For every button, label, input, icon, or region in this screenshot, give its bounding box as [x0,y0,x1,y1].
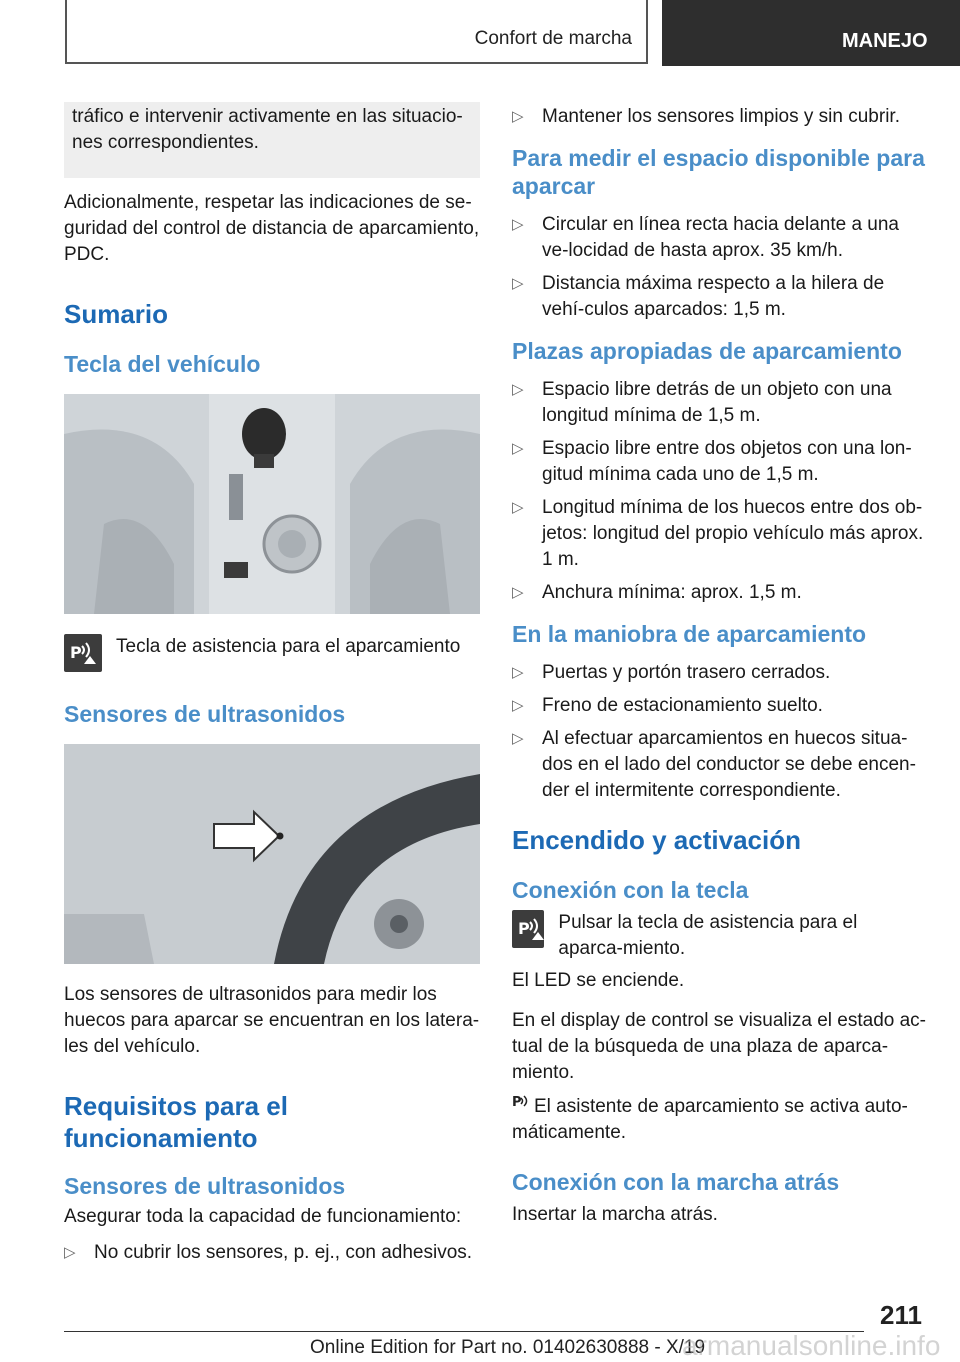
list-item: ▷ Circular en línea recta hacia delante a una ve-locidad de hasta aprox. 35 km/h. [512,212,926,264]
page-number: 211 [880,1300,922,1330]
heading-sensores: Sensores de ultrasonidos [64,701,346,727]
note-box [64,102,480,178]
list-item: ▷ Espacio libre detrás de un objeto con una longitud mínima de 1,5 m. [512,377,926,429]
heading-conexion-marcha: Conexión con la marcha atrás [512,1169,840,1195]
park-assist-key-icon [64,634,102,672]
heading-medir: Para medir el espacio disponible para aparcar [512,145,925,199]
list-item: ▷ Distancia máxima respecto a la hilera de vehí-culos aparcados: 1,5 m. [512,271,926,323]
console-illustration [64,394,480,614]
console-figure [64,394,480,614]
left-bullet-list [64,1240,480,1266]
list-item: ▷ Puertas y portón trasero cerrados. [512,660,926,686]
heading-tecla: Tecla del vehículo [64,351,261,377]
park-assist-key-icon [512,910,544,948]
watermark: armanualsonline.info [682,1330,941,1361]
asistente-text [512,1092,926,1146]
sensores-paragraph: Los sensores de ultrasonidos para medir los huecos para aparcar se encuentran en los latera-les del vehículo. [64,984,480,1057]
led-text: El LED se enciende. [512,970,685,991]
park-assist-symbol-icon [512,1092,534,1120]
svg-text:P: P [518,919,530,938]
section-title: Confort de marcha [474,28,632,49]
pulsar-text: Pulsar la tecla de asistencia para el aparca-miento. [558,912,858,959]
list-item: ▷ Longitud mínima de los huecos entre dos ob-jetos: longitud del propio vehículo más aprox. 1 m. [512,495,926,573]
heading-plazas: Plazas apropiadas de aparcamiento [512,338,902,364]
edition-note: Online Edition for Part no. 01402630888 - X/19 [310,1337,706,1358]
sensor-illustration [64,744,480,964]
heading-sensores-2: Sensores de ultrasonidos [64,1173,346,1199]
asegurar-text: Asegurar toda la capacidad de funcionamiento: [64,1206,462,1227]
note-text: tráfico e intervenir activamente en las situacio-nes correspondientes. [72,106,463,153]
top-bullet-list [512,104,926,130]
display-text: En el display de control se visualiza el estado ac-tual de la búsqueda de una plaza de aparca-miento. [512,1010,927,1083]
key-caption-row [64,634,480,672]
svg-text:P: P [512,1095,522,1110]
heading-encendido: Encendido y activación [512,825,801,855]
list-item: ▷ Espacio libre entre dos objetos con una lon-gitud mínima cada uno de 1,5 m. [512,436,926,488]
sensor-figure [64,744,480,964]
list-item: ▷ Anchura mínima: aprox. 1,5 m. [512,580,926,606]
list-item: ▷ Freno de estacionamiento suelto. [512,693,926,719]
asistente-label: El asistente de aparcamiento se activa auto-máticamente. [512,1096,908,1143]
heading-requisitos: Requisitos para el funcionamiento [64,1091,288,1153]
list-item: ▷ No cubrir los sensores, p. ej., con adhesivos. [64,1240,480,1266]
left-column [64,102,480,1273]
list-item: ▷ Al efectuar aparcamientos en huecos situa-dos en el lado del conductor se debe encen-der el intermitente correspondiente. [512,726,926,804]
header-frame [65,0,648,64]
medir-bullet-list [512,212,926,323]
heading-sumario: Sumario [64,299,169,329]
key-caption: Tecla de asistencia para el aparcamiento [116,636,461,657]
paragraph: Adicionalmente, respetar las indicaciones de se-guridad del control de distancia de aparcamiento, PDC. [64,192,480,265]
pulsar-row [512,910,926,962]
plazas-bullet-list [512,377,926,606]
maniobra-bullet-list [512,660,926,804]
right-column [512,102,926,1228]
list-item: ▷ Mantener los sensores limpios y sin cubrir. [512,104,926,130]
heading-conexion-tecla: Conexión con la tecla [512,877,749,903]
svg-text:P: P [70,643,82,662]
insertar-text: Insertar la marcha atrás. [512,1204,718,1225]
heading-maniobra: En la maniobra de aparcamiento [512,621,867,647]
chapter-tab[interactable]: MANEJO [662,0,960,66]
